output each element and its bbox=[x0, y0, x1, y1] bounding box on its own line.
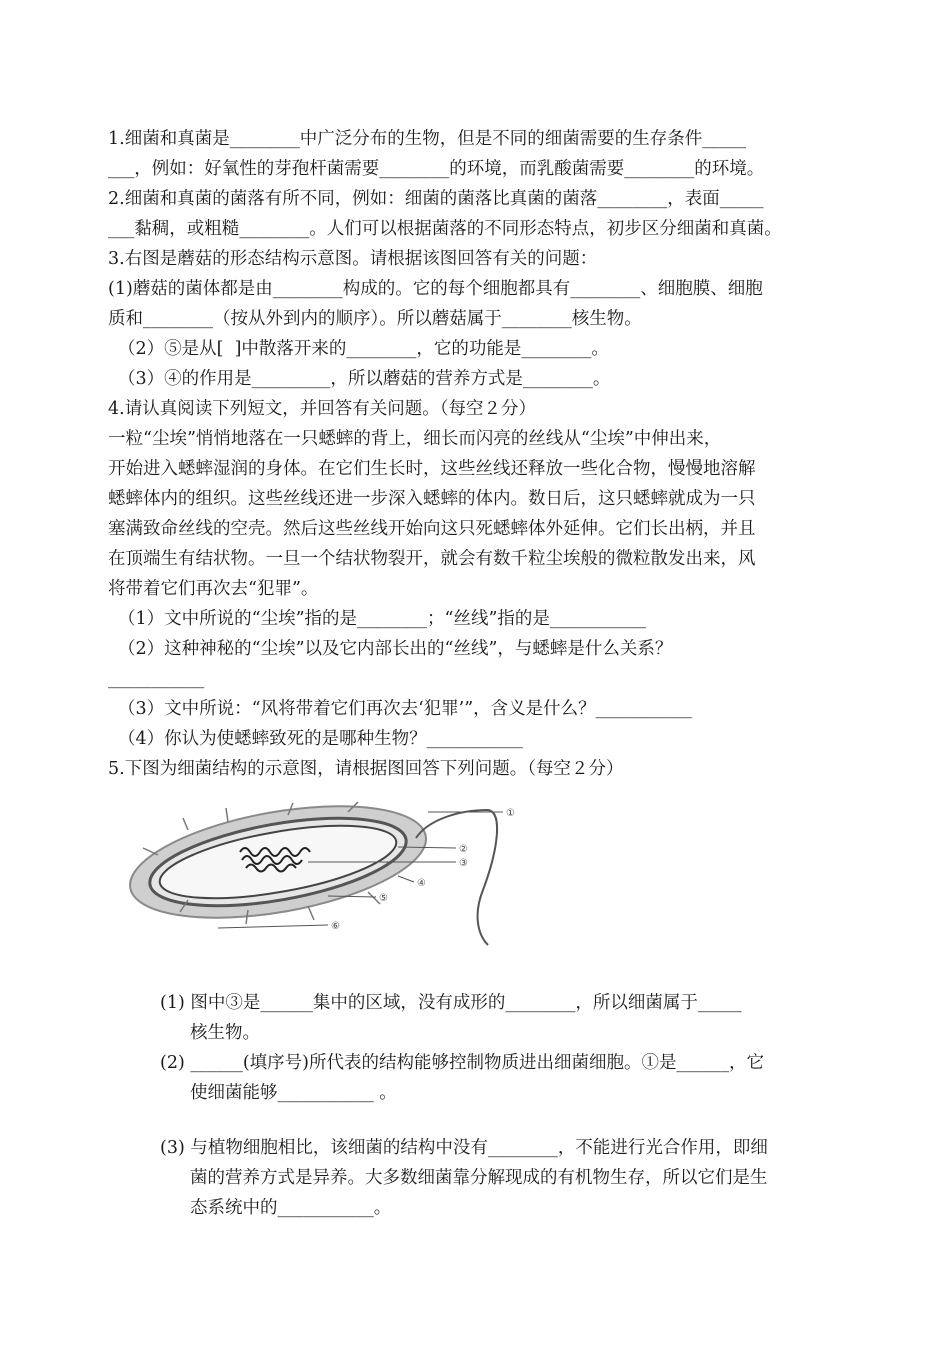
q4-title: 4.请认真阅读下列短文，并回答有关问题。（每空２分） bbox=[108, 399, 536, 419]
q3-sub1-line-1: (1)蘑菇的菌体都是由________构成的。它的每个细胞都具有________、细胞膜、细胞 bbox=[108, 279, 763, 299]
q4-sub1: （1）文中所说的“尘埃”指的是________；“丝线”指的是___________ bbox=[118, 609, 647, 629]
flagellum bbox=[416, 810, 497, 945]
q5-sub1-line-1: (1) 图中③是______集中的区域，没有成形的________，所以细菌属于_____ bbox=[160, 993, 742, 1013]
q4-sub4: （4）你认为使蟋蟀致死的是哪种生物？___________ bbox=[118, 729, 523, 749]
label-5: ⑤ bbox=[379, 893, 388, 904]
q3-sub1-line-2: 质和________（按从外到内的顺序）。所以蘑菇属于________核生物。 bbox=[108, 309, 642, 329]
q4-sub2: （2）这种神秘的“尘埃”以及它内部长出的“丝线”，与蟋蟀是什么关系？ bbox=[118, 639, 673, 659]
label-2: ② bbox=[459, 844, 468, 855]
passage-line-6: 将带着它们再次去“犯罪”。 bbox=[108, 579, 319, 599]
label-1: ① bbox=[506, 808, 515, 819]
q5-sub2-line-1: (2) ______(填序号)所代表的结构能够控制物质进出细菌细胞。①是______，它 bbox=[160, 1053, 765, 1073]
passage-line-2: 开始进入蟋蟀湿润的身体。在它们生长时，这些丝线还释放一些化合物，慢慢地溶解 bbox=[108, 459, 756, 479]
label-6: ⑥ bbox=[331, 921, 340, 932]
q3-sub3: （3）④的作用是_________，所以蘑菇的营养方式是________。 bbox=[118, 369, 611, 389]
passage-line-1: 一粒“尘埃”悄悄地落在一只蟋蟀的背上，细长而闪亮的丝线从“尘埃”中伸出来， bbox=[108, 429, 722, 449]
passage-line-5: 在顶端生有结状物。一旦一个结状物裂开，就会有数千粒尘埃般的微粒散发出来，风 bbox=[108, 549, 756, 569]
passage-line-3: 蟋蟀体内的组织。这些丝线还进一步深入蟋蟀的体内。数日后，这只蟋蟀就成为一只 bbox=[108, 489, 756, 509]
q5-sub3-line-2: 菌的营养方式是异养。大多数细菌靠分解现成的有机物生存，所以它们是生 bbox=[190, 1168, 768, 1188]
q5-sub2-line-2: 使细菌能够___________ 。 bbox=[190, 1083, 397, 1103]
q2-line-2: ___黏稠，或粗糙________。人们可以根据菌落的不同形态特点，初步区分细菌和真菌。 bbox=[108, 219, 782, 239]
bacteria-diagram bbox=[128, 800, 528, 950]
label-3: ③ bbox=[459, 858, 468, 869]
q5-title: 5.下图为细菌结构的示意图，请根据图回答下列问题。（每空２分） bbox=[108, 759, 624, 779]
q5-sub3-line-3: 态系统中的___________。 bbox=[190, 1198, 392, 1218]
passage-line-4: 塞满致命丝线的空壳。然后这些丝线开始向这只死蟋蟀体外延伸。它们长出柄，并且 bbox=[108, 519, 756, 539]
q1-line-2: ___，例如：好氧性的芽孢杆菌需要________的环境，而乳酸菌需要________的环境。 bbox=[108, 159, 765, 179]
label-4: ④ bbox=[417, 878, 426, 889]
q3-title: 3.右图是蘑菇的形态结构示意图。请根据该图回答有关的问题： bbox=[108, 249, 598, 269]
q4-sub2-answer-line: ___________ bbox=[108, 669, 205, 689]
bacteria-illustration bbox=[128, 800, 528, 950]
q5-sub3-line-1: (3) 与植物细胞相比，该细菌的结构中没有________，不能进行光合作用，即细 bbox=[160, 1138, 768, 1158]
q5-sub1-line-2: 核生物。 bbox=[190, 1023, 260, 1043]
q4-sub3: （3）文中所说：“风将带着它们再次去‘犯罪’”，含义是什么？___________ bbox=[118, 699, 692, 719]
q1-line-1: 1.细菌和真菌是________中广泛分布的生物，但是不同的细菌需要的生存条件_____ bbox=[108, 129, 746, 149]
q2-line-1: 2.细菌和真菌的菌落有所不同，例如：细菌的菌落比真菌的菌落________，表面_____ bbox=[108, 189, 764, 209]
q3-sub2: （2）⑤是从[ ]中散落开来的________，它的功能是________。 bbox=[118, 339, 609, 359]
